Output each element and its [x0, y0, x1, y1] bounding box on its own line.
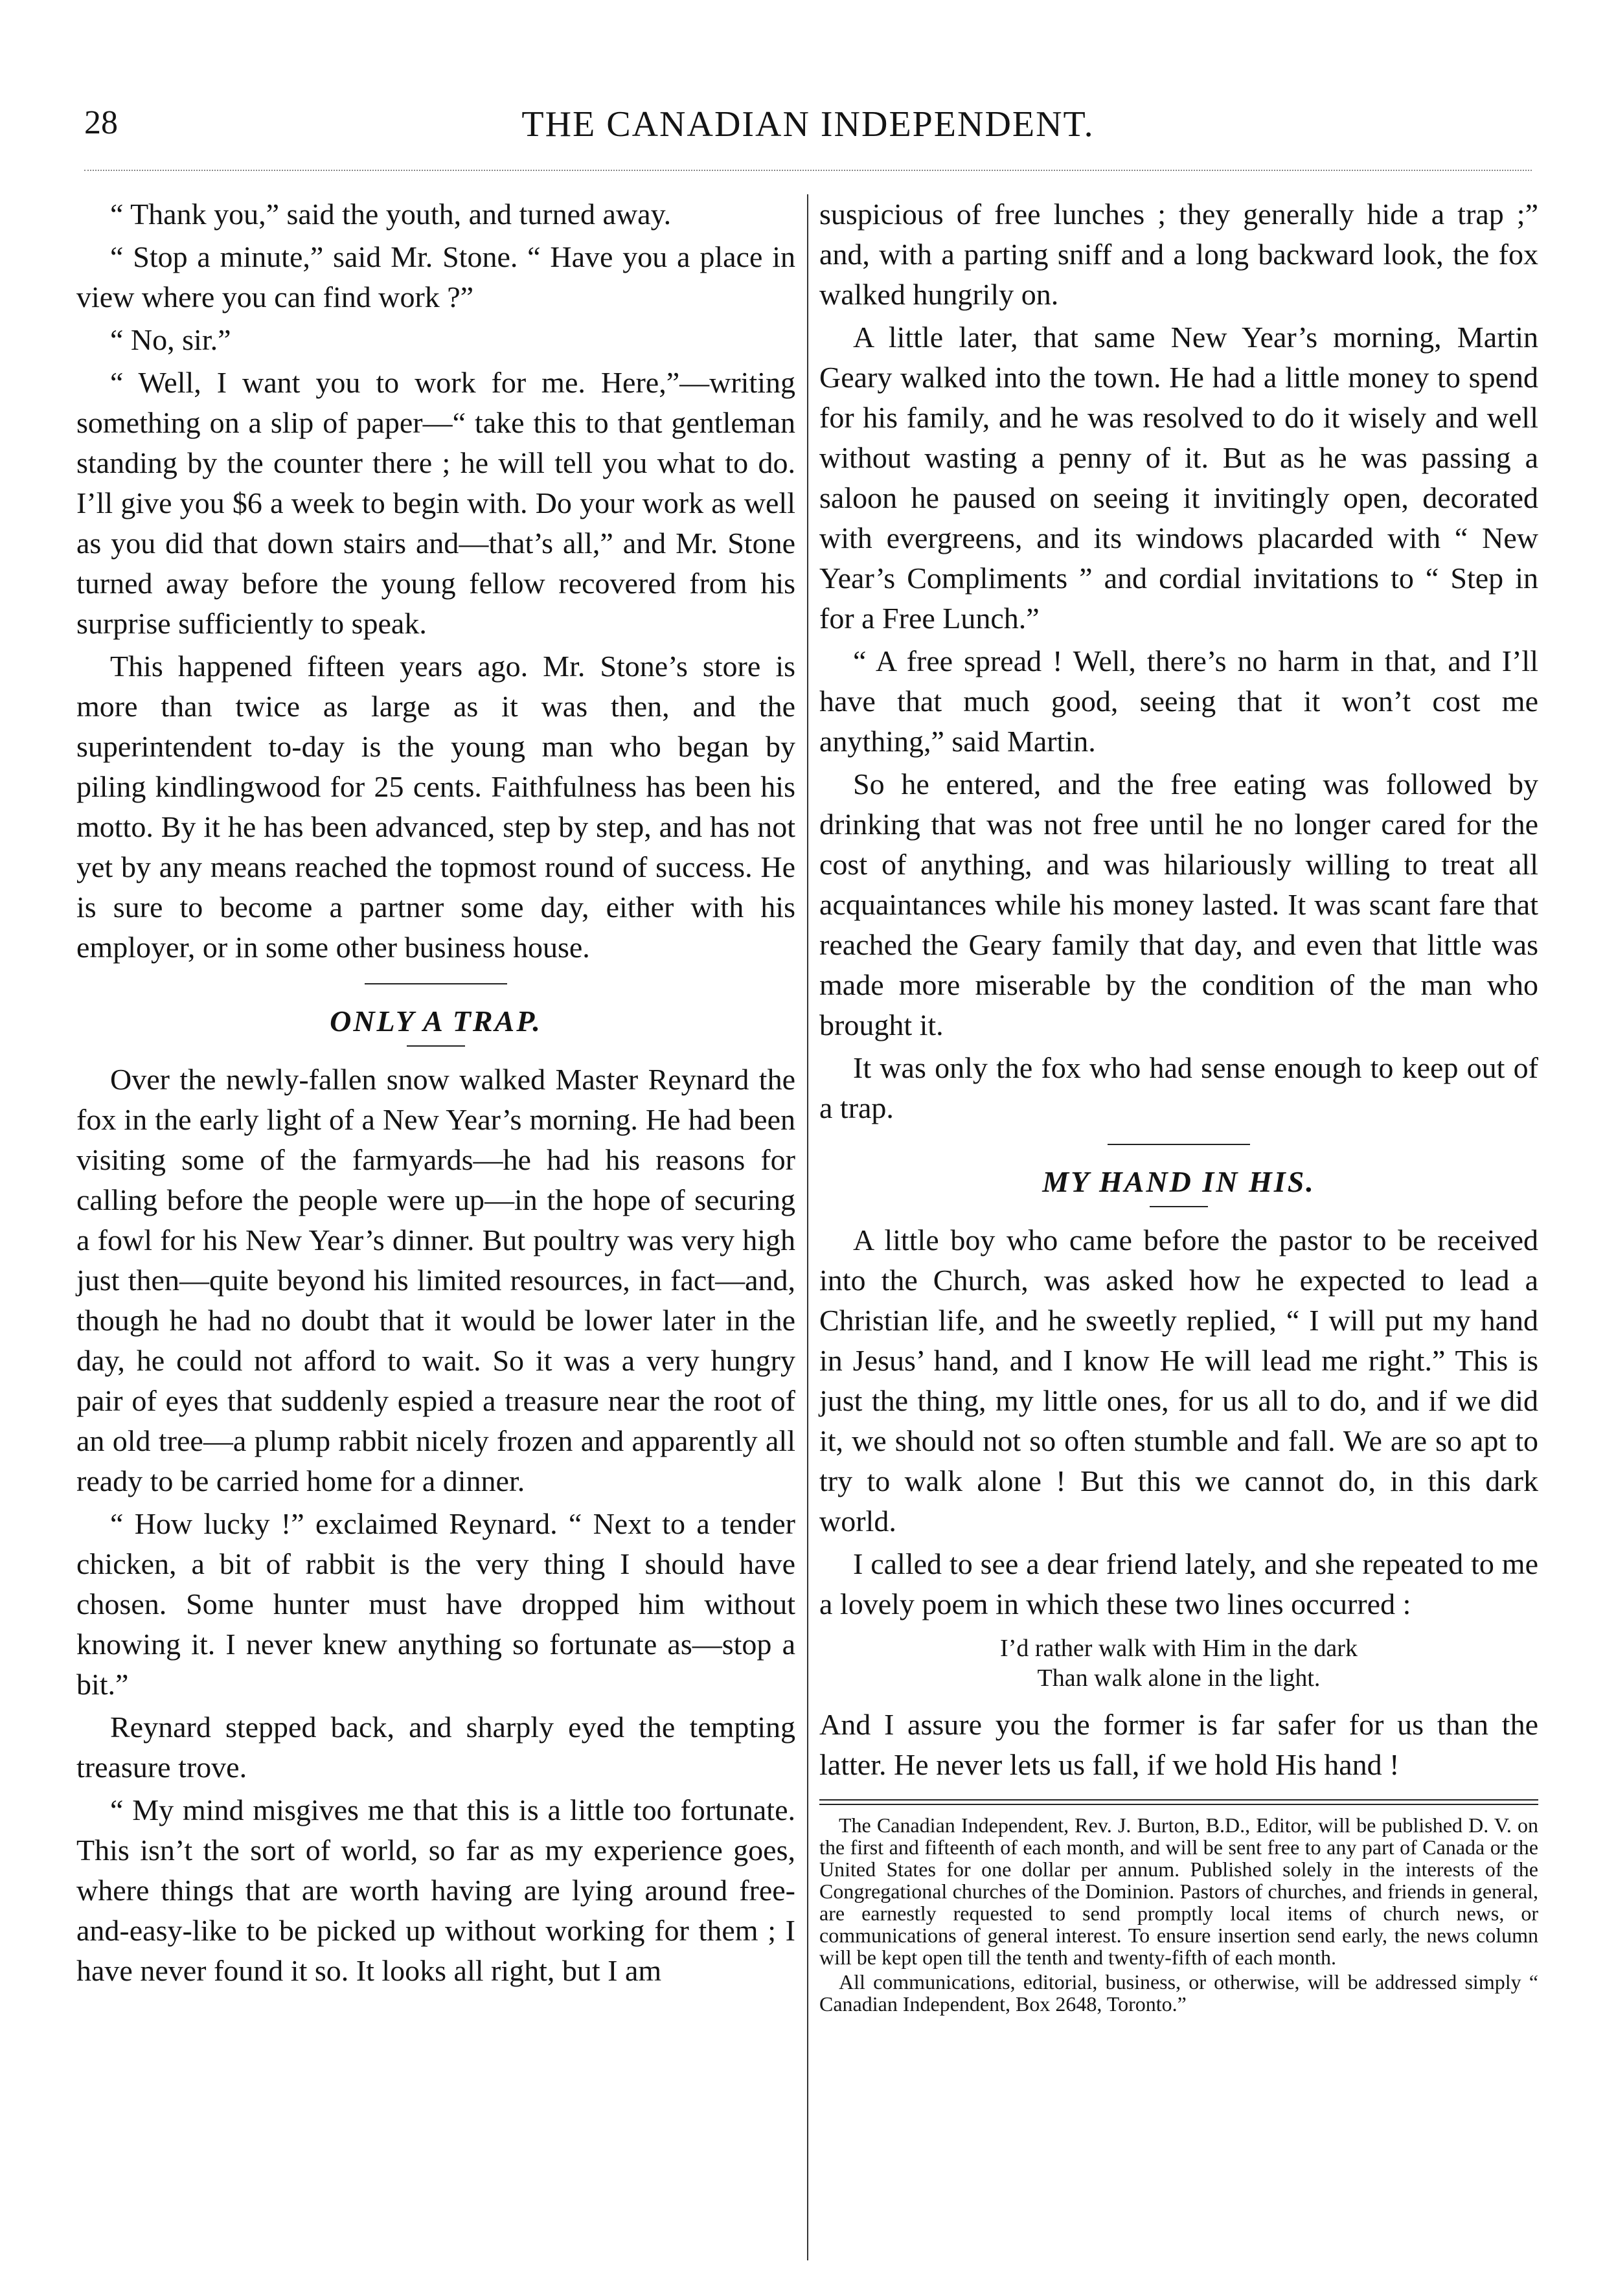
page-header — [84, 104, 1532, 162]
section-divider — [365, 983, 507, 984]
heading-underline — [407, 1045, 465, 1047]
paragraph: “ How lucky !” exclaimed Reynard. “ Next to a tender chicken, a bit of rabbit is the very thing I should have chosen. Some hunter must have dropped him without knowing it. I never knew anything so fortunate as—stop a bit.” — [76, 1507, 795, 1701]
section-divider — [1108, 1144, 1250, 1145]
poem-quote — [819, 1633, 1538, 1693]
paragraph: This happened fifteen years ago. Mr. Stone’s store is more than twice as large as it was then, and the superintendent to-day is the young man who began by piling kindlingwood for 25 cents. Faithfulness has been his motto. By it he has been advanced, step by step, and has not yet by any means reached the topmost round of success. He is sure to become a partner some day, either with his employer, or in some other business house. — [76, 650, 795, 964]
paragraph: “ My mind misgives me that this is a little too fortunate. This isn’t the sort of world, so far as my experience goes, where things that are worth having are lying around free-and-easy-like to be picked up without working for them ; I have never found it so. It looks all right, but I am — [76, 1793, 795, 1987]
left-column — [76, 194, 795, 1991]
notice-divider — [819, 1799, 1538, 1805]
publisher-notice — [819, 1814, 1538, 2015]
notice-paragraph: The Canadian Independent, Rev. J. Burton, B.D., Editor, will be published D. V. on the first and fifteenth of each month, and will be sent free to any part of Canada or the United States for one dollar per annum. Published solely in the interests of the Congregational churches of the Dominion. Pastors of churches, and friends in general, are earnestly requested to send promptly local items of church news, or communications of general interest. To ensure insertion send early, the news column will be kept open till the tenth and twenty-fifth of each month. — [819, 1813, 1538, 1969]
paragraph: Over the newly-fallen snow walked Master Reynard the fox in the early light of a New Year’s morning. He had been visiting some of the farmyards—he had his reasons for calling before the people were up—in the hope of securing a fowl for his New Year’s dinner. But poultry was very high just then—quite beyond his limited resources, in fact—and, though he had no doubt that it would be lower later in the day, he could not afford to wait. So it was a very hungry pair of eyes that suddenly espied a treasure near the root of an old tree—a plump rabbit nicely frozen and apparently all ready to be carried home for a dinner. — [76, 1063, 795, 1497]
article-heading-my-hand-in-his: MY HAND IN HIS. — [1042, 1165, 1315, 1198]
paragraph: “ Well, I want you to work for me. Here,”—writing something on a slip of paper—“ take this to that gentleman standing by the counter there ; he will tell you what to do. I’ll give you $6 a week to begin with. Do your work as well as you did that down stairs and—that’s all,” and Mr. Stone turned away before the young fellow recovered from his surprise sufficiently to speak. — [76, 366, 795, 640]
paragraph: “ A free spread ! Well, there’s no harm in that, and I’ll have that much good, seeing that it won’t cost me anything,” said Martin. — [819, 644, 1538, 758]
header-rule — [84, 170, 1532, 171]
column-divider — [807, 194, 808, 2260]
paragraph: “ No, sir.” — [110, 323, 231, 356]
paragraph: “ Stop a minute,” said Mr. Stone. “ Have you a place in view where you can find work ?” — [76, 240, 795, 313]
running-title: THE CANADIAN INDEPENDENT. — [521, 104, 1095, 144]
paragraph: A little boy who came before the pastor to be received into the Church, was asked how he expected to lead a Christian life, and he sweetly replied, “ I will put my hand in Jesus’ hand, and I know He will lead me right.” This is just the thing, my little ones, for us all to do, and if we did it, we should not so often stumble and fall. We are so apt to try to walk alone ! But this we cannot do, in this dark world. — [819, 1223, 1538, 1538]
poem-line: Than walk alone in the light. — [1037, 1665, 1321, 1692]
poem-line: I’d rather walk with Him in the dark — [1000, 1635, 1358, 1662]
paragraph: I called to see a dear friend lately, and she repeated to me a lovely poem in which these two lines occurred : — [819, 1547, 1538, 1620]
paragraph: A little later, that same New Year’s morning, Martin Geary walked into the town. He had a little money to spend for his family, and he was resolved to do it wisely and well without wasting a penny of it. But as he was passing a saloon he paused on seeing it invitingly open, decorated with evergreens, and its windows placarded with “ New Year’s Compliments ” and cordial invitations to “ Step in for a Free Lunch.” — [819, 321, 1538, 635]
paragraph: So he entered, and the free eating was followed by drinking that was not free until he no longer cared for the cost of anything, and was hilariously willing to treat all acquaintances while his money lasted. It was scant fare that reached the Geary family that day, and even that little was made more miserable by the condition of the man who brought it. — [819, 767, 1538, 1041]
paragraph: Reynard stepped back, and sharply eyed the tempting treasure trove. — [76, 1711, 795, 1784]
paragraph: It was only the fox who had sense enough to keep out of a trap. — [819, 1051, 1538, 1124]
paragraph: And I assure you the former is far safer for us than the latter. He never lets us fall, if we hold His hand ! — [819, 1708, 1538, 1781]
paragraph: suspicious of free lunches ; they generally hide a trap ;” and, with a parting sniff and a long backward look, the fox walked hungrily on. — [819, 198, 1538, 311]
right-column — [819, 194, 1538, 2015]
article-heading-only-a-trap: ONLY A TRAP. — [330, 1005, 542, 1038]
page-number: 28 — [84, 104, 118, 141]
paragraph: “ Thank you,” said the youth, and turned away. — [110, 198, 672, 231]
notice-paragraph: All communications, editorial, business, or otherwise, will be addressed simply “ Canadian Independent, Box 2648, Toronto.” — [819, 1970, 1538, 2016]
heading-underline — [1150, 1206, 1208, 1207]
